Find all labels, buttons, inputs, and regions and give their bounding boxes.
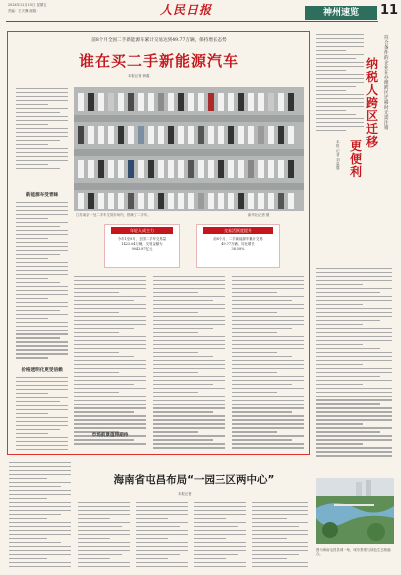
bottom-article[interactable] bbox=[78, 462, 310, 570]
info-box-right-line-2: 49.77万辆，同比增长 bbox=[221, 242, 255, 247]
photo-caption: 江苏南京一处二手车交易市场内，停满了二手车。 bbox=[76, 213, 151, 217]
bottom-byline: 本报记者 bbox=[178, 492, 192, 496]
page-number: 11 bbox=[380, 3, 399, 18]
bottom-text-col-2 bbox=[136, 502, 188, 570]
info-box-left-line-1: 今年1至9月，全国二手车交易量 bbox=[117, 237, 167, 241]
section-banner bbox=[305, 6, 377, 20]
photo-credit: 新华社记者 摄 bbox=[248, 213, 270, 217]
page-header bbox=[0, 0, 401, 22]
edition-meta: 责编：王天骥 邮箱： bbox=[8, 9, 40, 13]
column-3-text bbox=[153, 276, 225, 451]
masthead-logo: 人民日报 bbox=[160, 3, 213, 17]
bottom-text-col-4 bbox=[252, 502, 308, 570]
parking-lot-photo bbox=[74, 87, 304, 211]
subhead-2: 价格透明化更受信赖 bbox=[21, 368, 63, 373]
info-box-right-heading: 交易活跃度提升 bbox=[203, 227, 273, 234]
side-photo-caption: 图为海南屯昌县城一角，城市景观与绿色生态相融合。 bbox=[316, 548, 391, 557]
bottom-text-col-3 bbox=[194, 502, 246, 570]
park-illustration bbox=[316, 478, 394, 544]
bottom-text-col-1 bbox=[78, 502, 130, 570]
info-box-right-line-3: 38.58% bbox=[231, 247, 245, 252]
column-2-text bbox=[74, 276, 146, 447]
intro-text bbox=[16, 88, 68, 172]
info-box-left-line-2: 1423.04万辆，交易金额为 bbox=[121, 242, 163, 247]
info-box-left-heading: 年轻人成主力 bbox=[111, 227, 173, 234]
info-box-left bbox=[104, 224, 180, 268]
main-article[interactable] bbox=[7, 31, 310, 455]
side-headline-1: 纳税人跨区迁移 bbox=[366, 57, 379, 149]
side-headline-2: 更便利 bbox=[350, 139, 363, 179]
side-article[interactable] bbox=[314, 28, 394, 458]
column-4-text bbox=[232, 276, 304, 451]
issue-date: 2024年11月15日 星期五 bbox=[8, 3, 47, 7]
info-box-left-line-3: 9043.87亿元 bbox=[131, 247, 153, 252]
article-headline: 谁在买二手新能源汽车 bbox=[78, 52, 239, 70]
side-text-top bbox=[316, 34, 364, 134]
bottom-headline: 海南省屯昌布局“一园三区两中心” bbox=[113, 474, 275, 486]
column-1b-text bbox=[16, 377, 68, 453]
info-box-right bbox=[196, 224, 280, 268]
side-kicker: 符合条件的企业在办理跨区迁移时无需注销 bbox=[384, 36, 389, 131]
subhead-1: 新能源车受青睐 bbox=[25, 193, 59, 198]
side-text-bottom bbox=[316, 268, 392, 459]
info-box-right-line-1: 前8个月，二手新能源车累计交易 bbox=[213, 237, 263, 241]
subhead-3: 市场前景值得期待 bbox=[91, 433, 129, 438]
bottom-left-text bbox=[9, 462, 71, 570]
side-photo bbox=[316, 478, 394, 544]
section-title: 神州速览 bbox=[322, 8, 359, 18]
article-kicker: 前8个月全国二手新能源车累计交易达到49.77万辆，保持增长态势 bbox=[91, 38, 227, 43]
header-rule bbox=[6, 21, 378, 22]
cars-illustration bbox=[74, 87, 304, 211]
article-byline: 本报记者 韩鑫 bbox=[128, 74, 150, 78]
column-1-text bbox=[16, 202, 68, 361]
side-byline: 本报记者 刘温馨 bbox=[336, 140, 340, 171]
